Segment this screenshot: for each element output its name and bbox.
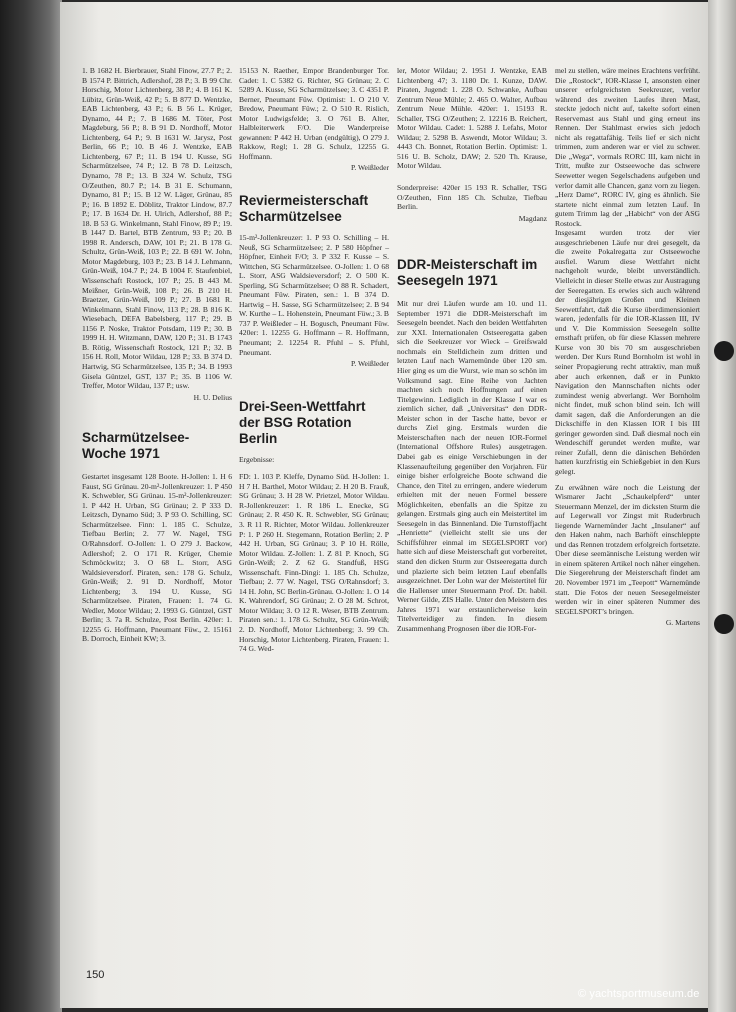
author-signature: H. U. Delius [193, 392, 232, 402]
column-3 [397, 66, 547, 633]
article-body: Zu erwähnen wäre noch die Leistung der Wismarer Jacht „Schaukelpferd“ unter Steuermann Menzel, der im dicksten Sturm die auf Legerwall vor Zingst mit Ruderbruch liegende Warnemünder Jacht „Insulaner“ auf den Haken nahm, nach Barhöft einschleppte und das Rennen trotzdem erfolgreich fortsetzte. Über diese seemännische Leistung werden wir in einem späteren Artikel noch näher eingehen. Die Siegerehrung der Meisterschaft findet am 20. November 1971 im „Teepott“ Warnemünde statt. Die Fotos der neuen Seesegelmeister werden wir in einer späteren Nummer des SEGELSPORT’s bringen. [555, 482, 700, 616]
results-text: 15153 N. Raether, Empor Brandenburger Tor. Cadet: 1. C 5382 G. Richter, SG Grünau; 2. C 5289 A. Kusse, SG Scharmützelsee; 3. C 4351 P. Berner, Pneumant Füw. Optimist: 1. O 210 V. Bredow, Pneumant Füw.; 2. O 510 R. Rislich, Motor Ludwigsfelde; 3. O 761 B. Alter, Halbleiterwerk F/O. Die Wanderpreise gewannen: P 442 H. Urban (endgültig), O 279 J. Rakkow, Regl; 1. 28 G. Schulz, 12255 G. Hoffmann. [239, 66, 389, 161]
author-signature: P. Weißleder [350, 163, 389, 173]
page-number: 150 [86, 969, 105, 981]
article-body: 15-m²-Jollenkreuzer: 1. P 93 O. Schilling – H. Neuß, SG Scharmützelsee; 2. P 580 Höpfner – Höpfner, Einheit F/O; 3. P 332 F. Kusse – S. Wittchen, SG Scharmützelsee. O-Jollen: 1. O 68 L. Storr, ASG Waldsieversdorf; 2. O 500 K. Sperling, SG Scharmützelsee; O 88 R. Schadert, Pneumant Füw. Piraten, sen.: 1. B 374 D. Hartwig – H. Sasse, SG Scharmützelsee; 2. B 94 W. Kurthe – L. Hohenstein, Pneumant Füw.; 3. B 737 P. Weißleder – H. Bogusch, Pneumant Füw. 420er: 1. 12255 G. Hoffmann – R. Hoffmann, Pneumant; 2. 12254 R. Pfuhl – S. Pfuhl, Pneumant. [239, 233, 389, 357]
column-4 [555, 66, 700, 628]
watermark: © yachtsportmuseum.de [578, 988, 700, 1000]
author-signature: G. Martens [665, 618, 700, 628]
article-body: Gestartet insgesamt 128 Boote. H-Jollen: 1. H 6 Faust, SG Grünau. 20-m²-Jollenkreuzer: 1. P 450 K. Schwebler, SG Grünau. 15-m²-Jollenkreuzer: 1. P 442 H. Urban, SG Grünau; 2. P 333 D. Leitzsch, Dynamo Süd; 3. P 93 O. Schilling, SC Scharmützelsee. Finn: 1. 185 C. Schulze, Tiefbau Berlin; 2. 77 W. Nagel, TSG O/Rahnsdorf. O-Jollen: 1. O 279 J. Backow, Adlershof; 2. O 171 R. Krüger, Chemie Schmöckwitz; 3. O 68 L. Storr, ASG Waldsieversdorf. Piraten, sen.: 178 G. Schulz, Grün-Weiß; 2. 91 D. Nordhoff, Motor Lichtenberg; 3. 194 U. Kusse, SG Scharmützelsee. Piraten, Frauen: 1. 74 G. Wedler, Motor Wildau; 2. 1993 G. Güntzel, GST Berlin; 3. 7a R. Schulze, Post Berlin. 420er: 1. 12255 G. Hoffmann, Pneumant Füw., 2. 15161 B. Dorroch, Einheit KW; 3. [82, 472, 232, 644]
results-text: ler, Motor Wildau; 2. 1951 J. Wentzke, EAB Lichtenberg 47; 3. 1180 Dr. I. Kunze, DAW. Piraten, Jugend: 1. 228 O. Schwanke, Aufbau Zentrum Neue Mühle; 2. 465 O. Walter, Aufbau Zentrum Neue Mühle. 420er: 1. 15193 R. Schaller, TSG O/Zeuthen; 2. 12216 B. Reichert, Motor Wildau. Cadet: 1. 5288 J. Lefahs, Motor Wildau; 2. 5298 B. Aswendt, Motor Wildau; 3. 4443 Ch. Bonnet, Rotation Berlin. Optimist: 1. 516 U. B. Scholz, DAW; 2. 520 Th. Krause, Motor Wildau. [397, 66, 547, 171]
article-body: mel zu stellen, wäre meines Erachtens verfrüht. Die „Rostock“, IOR-Klasse I, ansonsten einer unserer erfolgreichsten Seekreuzer, verlor während des zweiten Laufes ihren Mast, steckte jedoch nicht auf, takelte sofort einen Reservemast aus Stahl und ging erneut ins Rennen. Der Stahlmast erwies sich jedoch nicht als regattafähig. Teils lief er sich nicht trimmen, zum anderen war er viel zu schwer. Die „Wega“, vormals RORC III, kam nicht in Tritt, mußte zur Ostseewoche das schwere Seewetter wegen Segelschadens aufgeben und verlor damit alle Chancen, ganz vorn zu liegen. „Herz Dame“, RORC IV, ging es ähnlich. Sie startete nicht einmal zum letzten Lauf. In gutem Trimm lag der „Habicht“ von der ASG Rostock. [555, 66, 700, 228]
author-signature: P. Weißleder [350, 359, 389, 369]
article-heading: Reviermeisterschaft Scharmützelsee [239, 193, 369, 225]
book-binding [0, 0, 62, 1012]
article-heading: DDR-Meisterschaft im Seesegeln 1971 [397, 257, 538, 289]
punch-hole [714, 341, 734, 361]
punch-hole [714, 614, 734, 634]
article-body: Mit nur drei Läufen wurde am 10. und 11. September 1971 die DDR-Meisterschaft im Seesegeln beendet. Nach den beiden Wettfahrten zur XXI. Internationalen Ostseeregatta gaben sich die Seekreuzer vor Wieck – Greifswald nochmals ein Stelldichein zum dritten und letzten Lauf nach Warnemünde über 120 sm. Hier ging es um die Wurst, wie man so schön im Volksmund sagt. Eine Reihe von Jachten machten sich noch Hoffnungen auf einen Titelgewinn. Lediglich in der Klasse I war es ziemlich sicher, daß „Universitas“ den DDR-Meister schon in der Tasche hatte, bevor er durchs Ziel ging. Erstmals wurden die Meisterschaften nach der neuen IOR-Formel (International Offshore Rules) ausgetragen. Dabei gab es einige Verschiebungen in der Klassenaufteilung gegenüber den Vorjahren. Für einige bisher erfolgreiche Boote schwand die Chance, den Titel zu erringen, andere wiederum erhielten mit der neuen Formel bessere Möglichkeiten, ebenfalls an die Spitze zu gelangen. Erstmals ging auch ein Meistertitel im Seesegeln in das Binnenland. Die Turnstoffjacht „Henriette“ (vielleicht stellt sie uns der Schiffsführer einmal im SEGELSPORT vor) hatte sich auf diese Meisterschaft gut vorbereitet, stand den dicken Sturm zur Ostseeregatta durch und plazierte sich beim letzten Lauf ebenfalls ausgezeichnet. Der Lohn war der Meistertitel für die Hallenser unter Steuermann Prof. Dr. habil. Werner Gilde, ZIS Halle. Unter den Meistern des Jahres 1971 war erstaunlicherweise kein Titelverteidiger zu finden. In diesem Zusammenhang Prognosen über die IOR-For- [397, 299, 547, 633]
page-edge [708, 0, 736, 1012]
article-heading: Scharmützelsee-Woche 1971 [82, 430, 190, 462]
article-body: FD: 1. 103 P. Kleffe, Dynamo Süd. H-Jollen: 1. H 7 H. Barthel, Motor Wildau; 2. H 20 B. Frauß, SG Grünau; 3. H 28 W. Prietzel, Motor Wildau. R-Jollenkreuzer: 1. R 186 L. Enecke, SG Grünau; 2. R 450 K. R. Schwebler, SG Grünau; 3. R 11 R. Richter, Motor Wildau. Jollenkreuzer P: 1. P 260 H. Stegemann, Rotation Berlin; 2. P 442 H. Urban, SG Grünau; 3. P 10 H. Rölle, Motor Wildau. Z-Jollen: 1. Z 81 P. Knoch, SG Grün-Weiß; 2. Z 62 G. Standfuß, HSG Wissenschaft. Finn-Dingi: 1. 185 Ch. Schulze, Tiefbau; 2. 77 W. Nagel, TSG O/Rahnsdorf; 3. 14 H. John, SC Berlin-Grünau. O-Jollen: 1. O 14 K. Wahrendorf, SG Grünau; 2. O 28 M. Schrot, Motor Wildau; 3. O 12 R. Weser, BTB Zentrum. Piraten sen.: 1. 178 G. Schultz, SG Grün-Weiß; 2. D. Nordhoff, Motor Lichtenberg; 3. 99 Ch. Horschig, Motor Lichtenberg. Piraten, Frauen: 1. 74 G. Wed- [239, 472, 389, 654]
column-2 [239, 66, 389, 654]
results-text: 1. B 1682 H. Bierbrauer, Stahl Finow, 27.7 P.; 2. B 1574 P. Bittrich, Adlershof, 28 P.; 3. B 99 Chr. Horschig, Motor Lichtenberg, 38 P.; 4. B 161 K. Lübitz, Grün-Weiß, 42 P.; 5. B 877 D. Wentzke, EAB Lichtenberg, 43 P.; 6. B 56 L. Krüger, Dynamo, 44 P.; 7. B 1686 M. Töter, Post Magdeburg, 56 P.; 8. B 91 D. Nordhoff, Motor Lichtenberg, 64 P.; 9. B 1631 W. Jarysz, Post Berlin, 66 P.; 10. B 46 J. Wentzke, EAB Lichtenberg, 67 P.; 11. B 194 U. Kusse, SG Scharmützelsee, 74 P.; 12. B 78 D. Leitzsch, Dynamo, 78 P.; 13. B 324 W. Schulz, TSG O/Zeuthen, 80.7 P.; 14. B 31 E. Schumann, Dynamo, 81 P.; 15. B 12 W. Läger, Grünau, 85 P.; 16. B 1892 E. Döblitz, Traktor Lindow, 87.7 P.; 17. B 1634 Dr. H. Ulrich, Adlershof, 88 P.; 18. B 53 G. Winkelmann, Stahl Finow, 89 P.; 19. B 1447 D. Bartel, BTB Zentrum, 93 P.; 20. B 1998 R. Andersch, DAW, 101 P.; 21. B 178 G. Schultz, Grün-Weiß, 103 P.; 22. B 691 W. John, Motor Magdeburg, 103 P.; 23. B 14 J. Lehmann, Grün-Weiß, 104.7 P.; 24. B 1004 F. Staufenbiel, Wissenschaft Rostock, 107 P.; 25. B 443 M. Meißner, Grün-Weiß, 108 P.; 26. B 210 H. Braetzer, Grün-Weiß, 109 P.; 27. B 1681 R. Winkelmann, Stahl Finow, 113 P.; 28. B 816 K. Wiesebach, DEFA Babelsberg, 117 P.; 29. B 1156 P. Noske, Traktor Potsdam, 119 P.; 30. B 1999 H. H. Witzmann, DAW, 120 P.; 31. B 1743 B. Rötig, Wissenschaft Rostock, 121 P.; 32. B 156 H. Roll, Motor Wildau, 128 P.; 33. B 374 D. Hartwig, SG Scharmützelsee, 135 P.; 34. B 1993 Gisela Güntzel, GST, 137 P.; 35. B 1106 W. Treffer, Motor Wildau, 137 P.; usw. [82, 66, 232, 391]
special-prizes: Sonderpreise: 420er 15 193 R. Schaller, TSG O/Zeuthen, Finn 185 Ch. Schulze, Tiefbau Berlin. [397, 183, 547, 212]
author-signature: Magdanz [518, 213, 547, 223]
column-1 [82, 66, 232, 644]
article-body: Insgesamt wurden trotz der vier ausgeschriebenen Läufe nur drei gesegelt, da die zweite Pokalregatta zur Ostseewoche ausfiel. Warum diese Wettfahrt nicht nachgeholt wurde, bleibt unverständlich. Vielleicht in dieser Stelle etwas zur Austragung der Seeregatten. Es erwies sich auch während der diesjährigen Großen und Kleinen Seewettfahrt, daß die Kurse überdimensioniert waren, jedenfalls für die IOR-Klassen III, IV und V. Die Kommission Seesegeln sollte ernsthaft prüfen, ob für diese Klassen mehrere Kurse von 30 bis 70 sm ausgeschrieben werden. Der Kurs Rund Bornholm ist wohl in seiner Propagierung recht attraktiv, man muß aber auch erkennen, daß er in Punkto Navigation den Mannschaften nichts oder zumindest wenig abverlangt. Wer Bornholm nicht findet, muß schon blind sein. Ich will damit sagen, daß die Anforderungen an die Dickschiffe in den Klassen IOR I bis III geringer geworden sind. Daß diesmal noch ein Wendeschiff gerundet werden mußte, war reiner Zufall, denn die dänischen Behörden hatten kurzfristig ein Schießgebiet in den Kurs gelegt. [555, 228, 700, 476]
article-intro: Ergebnisse: [239, 454, 275, 464]
article-heading: Drei-Seen-Wettfahrt der BSG Rotation Berlin [239, 398, 366, 446]
